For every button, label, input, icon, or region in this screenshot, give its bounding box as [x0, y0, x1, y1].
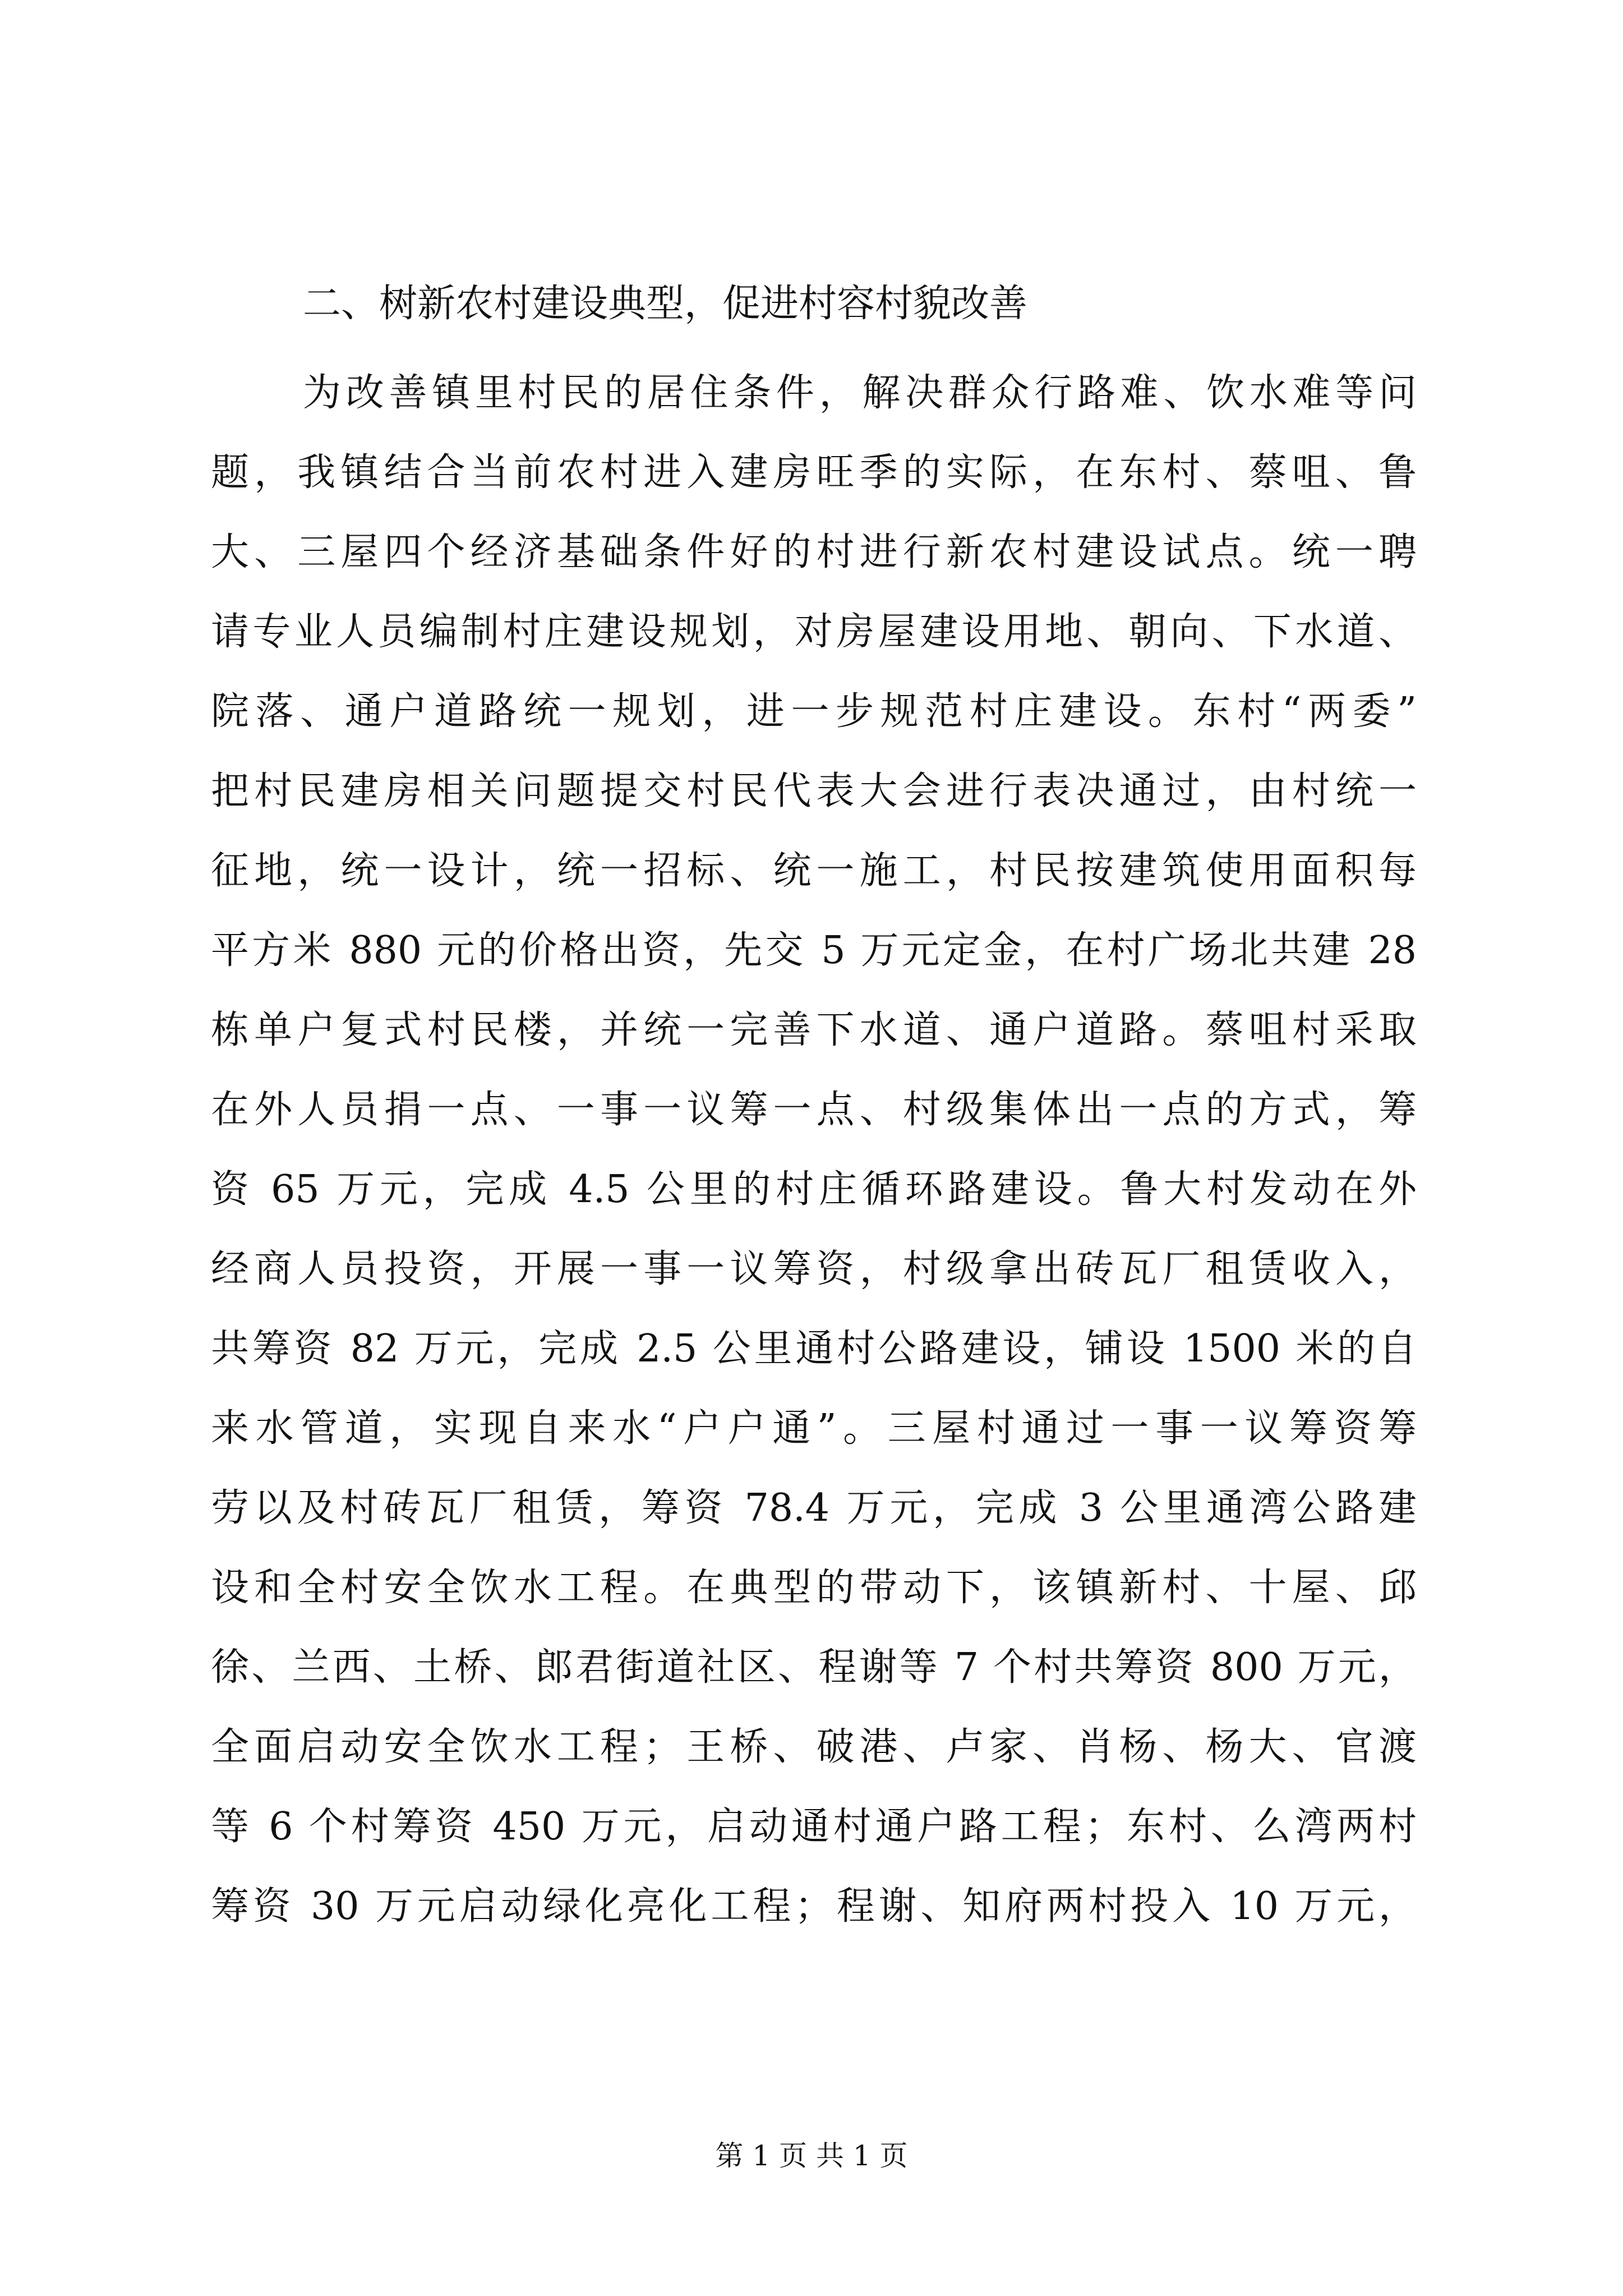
paragraph-line: 筹资 30 万元启动绿化亮化工程；程谢、知府两村投入 10 万元， [211, 1884, 1417, 1929]
paragraph-line: 全面启动安全饮水工程；王桥、破港、卢家、肖杨、杨大、官渡 [211, 1725, 1417, 1769]
paragraph-line: 把村民建房相关问题提交村民代表大会进行表决通过，由村统一 [211, 769, 1417, 813]
paragraph-line: 征地，统一设计，统一招标、统一施工，村民按建筑使用面积每 [211, 849, 1417, 893]
paragraph-line: 题，我镇结合当前农村进入建房旺季的实际，在东村、蔡咀、鲁 [211, 450, 1417, 495]
paragraph-line: 劳以及村砖瓦厂租赁，筹资 78.4 万元，完成 3 公里通湾公路建 [211, 1486, 1417, 1530]
paragraph-line: 共筹资 82 万元，完成 2.5 公里通村公路建设，铺设 1500 米的自 [211, 1327, 1417, 1371]
paragraph-line: 平方米 880 元的价格出资，先交 5 万元定金，在村广场北共建 28 [211, 928, 1417, 973]
paragraph-line: 为改善镇里村民的居住条件，解决群众行路难、饮水难等问 [303, 371, 1417, 415]
paragraph-line: 院落、通户道路统一规划，进一步规范村庄建设。东村“两委” [211, 689, 1417, 734]
paragraph-line: 来水管道，实现自来水“户户通”。三屋村通过一事一议筹资筹 [211, 1406, 1417, 1451]
paragraph-line: 等 6 个村筹资 450 万元，启动通村通户路工程；东村、么湾两村 [211, 1805, 1417, 1849]
paragraph-line: 徐、兰西、土桥、郎君街道社区、程谢等 7 个村共筹资 800 万元， [211, 1645, 1417, 1690]
section-heading: 二、树新农村建设典型，促进村容村貌改善 [303, 282, 1028, 326]
paragraph-line: 资 65 万元，完成 4.5 公里的村庄循环路建设。鲁大村发动在外 [211, 1167, 1417, 1212]
paragraph-line: 在外人员捐一点、一事一议筹一点、村级集体出一点的方式，筹 [211, 1088, 1417, 1132]
paragraph-line: 大、三屋四个经济基础条件好的村进行新农村建设试点。统一聘 [211, 530, 1417, 574]
page-footer: 第 1 页 共 1 页 [715, 2139, 908, 2172]
paragraph-line: 栋单户复式村民楼，并统一完善下水道、通户道路。蔡咀村采取 [211, 1008, 1417, 1052]
paragraph-line: 经商人员投资，开展一事一议筹资，村级拿出砖瓦厂租赁收入， [211, 1247, 1417, 1291]
body-paragraph [211, 353, 1417, 1947]
paragraph-line: 请专业人员编制村庄建设规划，对房屋建设用地、朝向、下水道、 [211, 610, 1417, 654]
paragraph-line: 设和全村安全饮水工程。在典型的带动下，该镇新村、十屋、邱 [211, 1566, 1417, 1610]
